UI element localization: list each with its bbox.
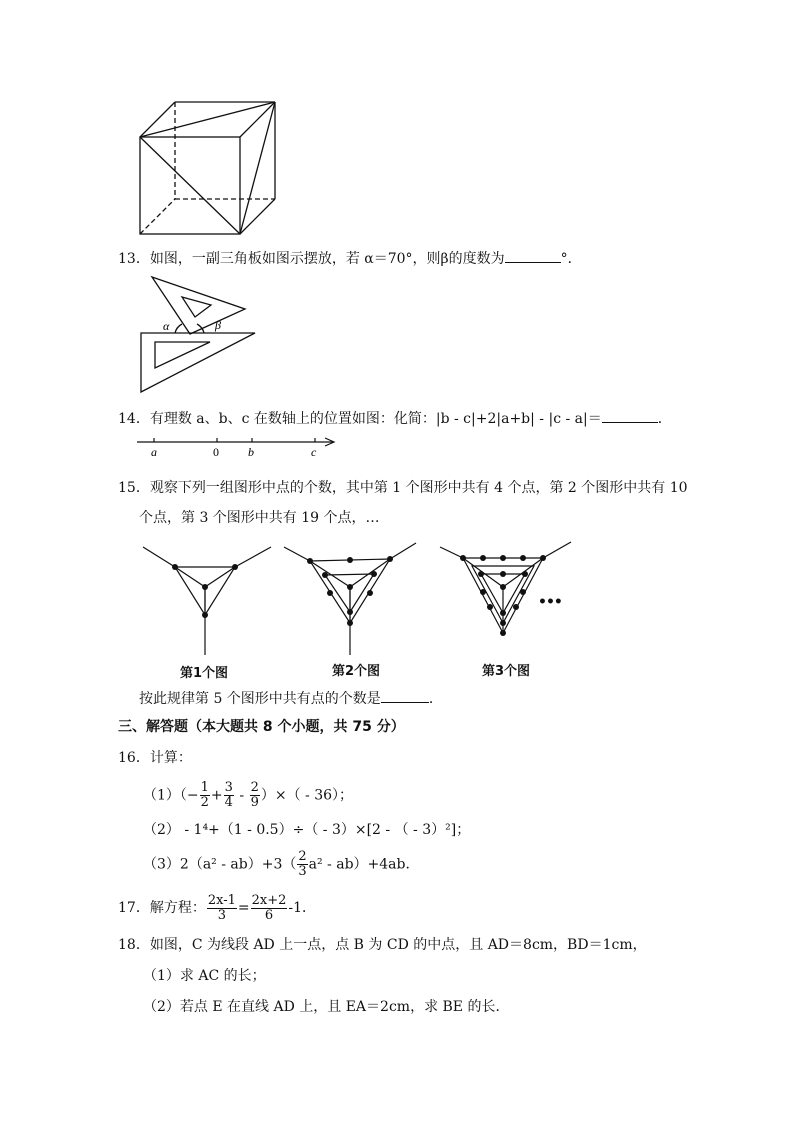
question-15-line1 (118, 478, 688, 498)
question-18 (118, 935, 647, 955)
q17-label: 解方程： (149, 900, 206, 916)
q15-question-end: ． (428, 691, 443, 707)
set-square-figure (135, 272, 275, 397)
q18-part-2: （2）若点 E 在直线 AD 上，且 EA＝2cm，求 BE 的长． (143, 999, 510, 1015)
q15-answer-blank[interactable] (381, 688, 429, 703)
question-16 (118, 748, 192, 768)
number-line (135, 433, 345, 461)
q18-number: 18． (118, 937, 150, 953)
label-a: a (151, 445, 157, 459)
q14-text: 有理数 a、b、c 在数轴上的位置如图：化简：|b - c|+2|a+b| - |c - a|＝ (149, 411, 602, 427)
label-c: c (311, 445, 317, 459)
q18-text: 如图，C 为线段 AD 上一点，点 B 为 CD 的中点，且 AD＝8cm，BD＝1cm， (149, 937, 647, 953)
q13-text: 如图，一副三角板如图示摆放，若 α＝70°，则β的度数为 (149, 251, 505, 267)
q16-p1-label: （1）（− (143, 787, 199, 804)
dot-pattern-figures (138, 535, 578, 680)
cube-figure (130, 95, 290, 240)
q16-p1-tail: ）×（ - 36）； (260, 787, 354, 804)
q17-number: 17． (118, 900, 150, 916)
label-zero: 0 (213, 445, 219, 459)
q15-text-2: 个点，第 3 个图形中共有 19 个点，… (139, 510, 380, 526)
q18-part-1: （1）求 AC 的长； (143, 968, 266, 984)
q14-number: 14． (118, 411, 150, 427)
q14-answer-blank[interactable] (602, 408, 658, 423)
q15-number: 15． (118, 480, 150, 496)
q16-number: 16． (118, 750, 150, 766)
question-15-ask (139, 688, 443, 709)
beta-label: β (215, 318, 221, 332)
figure-2-label: 第2个图 (332, 664, 381, 679)
fraction-3-4: $\frac{3}{4}$ (224, 780, 233, 810)
q17-tail: -1． (288, 900, 317, 916)
figure-1-label: 第1个图 (180, 666, 229, 681)
alpha-label: α (163, 319, 170, 333)
q16-part-1: （1）（− $\frac{1}{2}$ + $\frac{3}{4}$ - $\frac{2}{9}$ ）×（ - 36）； (143, 780, 354, 810)
question-15-line2 (139, 508, 380, 528)
fraction-2-3: $\frac{2}{3}$ (298, 849, 307, 879)
q13-text-end: °． (560, 251, 582, 267)
q16-p3-b: a² - ab）+4ab． (308, 856, 420, 873)
figure-3-label: 第3个图 (482, 664, 531, 679)
q16-title: 计算： (149, 750, 192, 766)
fraction-right: $\frac{2x+2}{6}$ (251, 892, 287, 923)
question-17: 17．解方程： $\frac{2x-1}{3}$ = $\frac{2x+2}{6}$ -1． (118, 892, 317, 923)
q16-part-3 (143, 850, 420, 879)
section-3-title: 三、解答题（本大题共 8 个小题，共 75 分） (118, 719, 405, 735)
label-b: b (248, 445, 254, 459)
q16-part-2: （2） - 1⁴+（1 - 0.5）÷（ - 3）×[2 - （ - 3）²]； (143, 822, 471, 838)
fraction-2-9: $\frac{2}{9}$ (250, 780, 259, 810)
fraction-1-2: $\frac{1}{2}$ (200, 780, 209, 810)
q14-text-end: ． (657, 411, 672, 427)
question-13 (118, 248, 582, 269)
q15-text-1: 观察下列一组图形中点的个数，其中第 1 个图形中共有 4 个点，第 2 个图形中共有 10 (149, 480, 688, 496)
question-14 (118, 408, 672, 429)
q15-question: 按此规律第 5 个图形中共有点的个数是 (139, 691, 381, 707)
continuation-dots: ••• (538, 594, 562, 610)
q16-p3-a: （3）2（a² - ab）+3（ (143, 856, 297, 873)
q13-number: 13． (118, 251, 150, 267)
q13-answer-blank[interactable] (505, 248, 561, 263)
fraction-left: $\frac{2x-1}{3}$ (207, 892, 236, 923)
